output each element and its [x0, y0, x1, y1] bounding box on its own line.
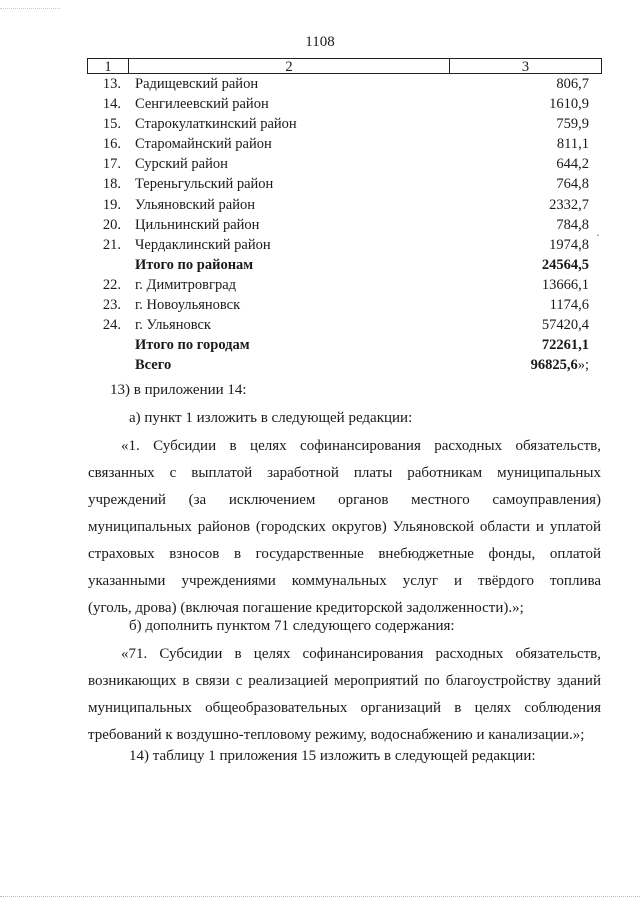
row-name: Старокулаткинский район	[135, 116, 297, 133]
row-number: 17.	[102, 156, 121, 173]
table-row	[87, 134, 602, 154]
row-value	[447, 174, 589, 194]
row-number: 22.	[102, 276, 121, 293]
para1-line: связанных с выплатой заработной платы работникам муниципальных	[88, 465, 601, 481]
row-value	[447, 315, 589, 335]
row-value-text: 764,8	[556, 176, 589, 193]
table-row	[87, 94, 602, 114]
row-value-text: 811,1	[556, 136, 589, 153]
row-number: 21.	[102, 236, 121, 253]
row-value	[447, 275, 589, 295]
row-value	[447, 154, 589, 174]
scan-mark: ·	[596, 228, 600, 242]
row-number: 23.	[102, 297, 121, 314]
table-row	[87, 295, 602, 315]
column-header-3: 3	[521, 59, 530, 75]
row-value	[447, 215, 589, 235]
row-value-text: 2332,7	[549, 196, 589, 213]
row-number	[87, 335, 127, 355]
row-number	[87, 255, 127, 275]
row-value-text: 96825,6	[530, 357, 578, 374]
table-row	[87, 355, 602, 375]
table-row	[87, 315, 602, 335]
item-a: а) пункт 1 изложить в следующей редакции:	[129, 410, 413, 426]
para1-last-line: (уголь, дрова) (включая погашение кредиторской задолженности).»;	[88, 600, 524, 616]
row-name: Итого по районам	[135, 256, 254, 273]
row-name: Ульяновский район	[135, 196, 256, 213]
paragraph-1	[88, 434, 601, 620]
row-name: Итого по городам	[135, 337, 250, 354]
row-value-text: 759,9	[556, 116, 589, 133]
row-value	[447, 195, 589, 215]
para1-line: «1. Субсидии в целях софинансирования расходных обязательств,	[121, 438, 601, 454]
para1-line: указанными учреждениями коммунальных услуг и твёрдого топлива	[88, 573, 601, 589]
row-value	[447, 335, 589, 355]
data-table	[87, 58, 602, 375]
table-row	[87, 114, 602, 134]
scan-edge	[0, 8, 60, 10]
table-row	[87, 215, 602, 235]
table-body	[87, 74, 602, 375]
row-value-text: 1174,6	[549, 297, 589, 314]
item-b: б) дополнить пунктом 71 следующего содержания:	[129, 618, 455, 634]
row-value-text: 1610,9	[549, 96, 589, 113]
item-14: 14) таблицу 1 приложения 15 изложить в следующей редакции:	[129, 748, 536, 764]
row-value	[447, 114, 589, 134]
row-name: Старомайнский район	[135, 136, 272, 153]
table-row	[87, 235, 602, 255]
row-name: Сенгилеевский район	[135, 96, 269, 113]
table-row	[87, 195, 602, 215]
para1-line: страховых взносов в государственные внебюджетные фонды, оплатой	[88, 546, 601, 562]
row-value	[447, 134, 589, 154]
row-name: г. Димитровград	[135, 276, 237, 293]
row-number: 13.	[102, 76, 121, 92]
column-header-2: 2	[129, 59, 450, 73]
row-number: 20.	[102, 216, 121, 233]
row-name: Радищевский район	[135, 76, 259, 92]
row-name: г. Новоульяновск	[135, 297, 241, 314]
row-value-text: 24564,5	[541, 256, 589, 273]
table-row	[87, 335, 602, 355]
row-value-text: 806,7	[556, 76, 589, 92]
page-number: 1108	[305, 34, 335, 50]
row-value-text: 644,2	[556, 156, 589, 173]
row-value-text: 57420,4	[541, 317, 589, 334]
row-value	[447, 355, 589, 375]
row-value-text: 784,8	[556, 216, 589, 233]
para1-line: муниципальных районов (городских округов) Ульяновской области и уплатой	[88, 519, 601, 535]
row-value	[447, 255, 589, 275]
table-row	[87, 275, 602, 295]
row-name: Чердаклинский район	[135, 236, 271, 253]
row-name: Сурский район	[135, 156, 228, 173]
table-row	[87, 74, 602, 94]
row-value	[447, 94, 589, 114]
row-number: 15.	[102, 116, 121, 133]
row-value	[447, 235, 589, 255]
row-name: Всего	[135, 357, 172, 374]
scan-edge	[0, 896, 640, 898]
table-header	[87, 58, 602, 74]
row-number: 19.	[102, 196, 121, 213]
row-name: Тереньгульский район	[135, 176, 274, 193]
row-value-text: 1974,8	[549, 236, 589, 253]
row-value	[447, 295, 589, 315]
para1-line: учреждений (за исключением органов местного самоуправления)	[88, 492, 601, 508]
para2-last-line: требований к воздушно-тепловому режиму, водоснабжению и канализации.»;	[88, 727, 585, 743]
para2-line: возникающих в связи с реализацией мероприятий по благоустройству зданий	[88, 673, 601, 689]
row-name: Цильнинский район	[135, 216, 260, 233]
row-name: г. Ульяновск	[135, 317, 211, 334]
para2-line: муниципальных общеобразовательных организаций в целях соблюдения	[88, 700, 601, 716]
para2-line: «71. Субсидии в целях софинансирования расходных обязательств,	[121, 646, 601, 662]
row-value	[447, 74, 589, 94]
table-row	[87, 154, 602, 174]
row-value-text: 13666,1	[541, 276, 589, 293]
paragraph-2	[88, 642, 601, 747]
column-header-1: 1	[88, 59, 129, 73]
row-value-suffix: »;	[577, 357, 589, 374]
row-value-text: 72261,1	[541, 337, 589, 354]
row-number: 14.	[102, 96, 121, 113]
row-number: 16.	[102, 136, 121, 153]
row-number: 24.	[102, 317, 121, 334]
row-number	[87, 355, 127, 375]
item-13: 13) в приложении 14:	[110, 382, 247, 398]
table-row	[87, 255, 602, 275]
row-number: 18.	[102, 176, 121, 193]
table-row	[87, 174, 602, 194]
